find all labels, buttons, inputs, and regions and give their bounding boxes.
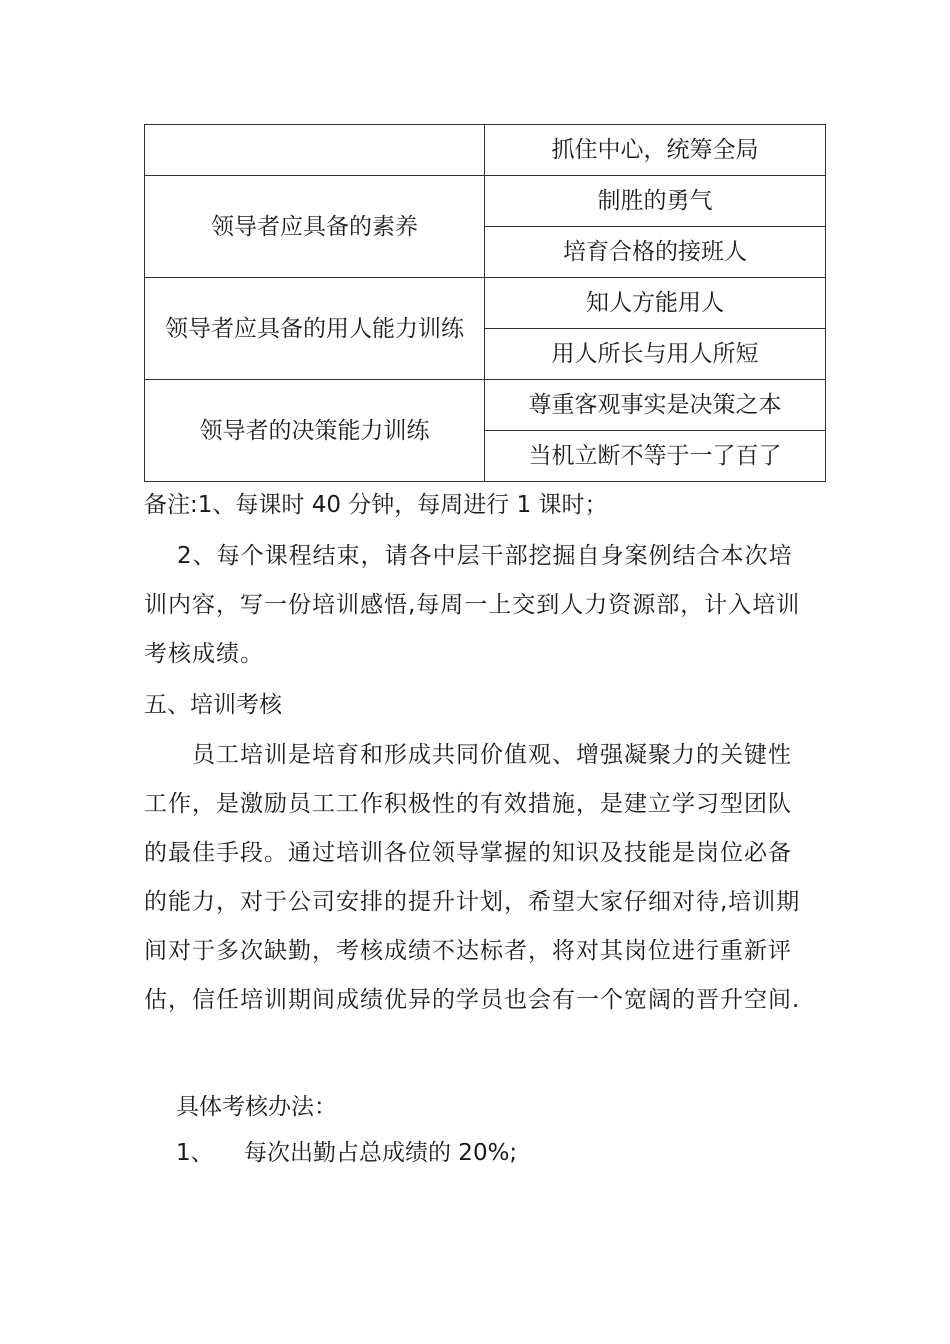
table-cell-content: 尊重客观事实是决策之本 xyxy=(485,380,826,431)
table-cell-content: 抓住中心，统筹全局 xyxy=(485,125,826,176)
table-cell-topic: 领导者应具备的用人能力训练 xyxy=(145,278,485,380)
list-item-number: 1、 xyxy=(176,1140,214,1166)
table-row xyxy=(145,125,826,176)
table-cell-content: 当机立断不等于一了百了 xyxy=(485,431,826,482)
table-cell-content: 知人方能用人 xyxy=(485,278,826,329)
table-cell-topic: 领导者的决策能力训练 xyxy=(145,380,485,482)
section-heading: 五、培训考核 xyxy=(144,692,282,718)
note-paragraph-2: 2、每个课程结束，请各中层干部挖掘自身案例结合本次培训内容，写一份培训感悟,每周一上交到人力资源部，计入培训考核成绩。 xyxy=(144,543,801,667)
table-cell-topic xyxy=(145,125,485,176)
table-row xyxy=(145,380,826,431)
list-item-text: 每次出勤占总成绩的 20%; xyxy=(244,1140,518,1166)
table-row xyxy=(145,278,826,329)
table-cell-topic: 领导者应具备的素养 xyxy=(145,176,485,278)
table-cell-content: 用人所长与用人所短 xyxy=(485,329,826,380)
table-row xyxy=(145,176,826,227)
table-cell-content: 制胜的勇气 xyxy=(485,176,826,227)
training-course-table xyxy=(144,124,826,482)
note-line-1: 备注:1、每课时 40 分钟，每周进行 1 课时； xyxy=(144,492,608,518)
method-title: 具体考核办法： xyxy=(176,1094,337,1120)
table-cell-content: 培育合格的接班人 xyxy=(485,227,826,278)
section-paragraph: 员工培训是培育和形成共同价值观、增强凝聚力的关键性工作，是激励员工工作积极性的有效措施，是建立学习型团队的最佳手段。通过培训各位领导掌握的知识及技能是岗位必备的能力，对于公司安排的提升计划，希望大家仔细对待,培训期间对于多次缺勤，考核成绩不达标者，将对其岗位进行重新评估，信任培训期间成绩优异的学员也会有一个宽阔的晋升空间. xyxy=(144,742,801,1013)
